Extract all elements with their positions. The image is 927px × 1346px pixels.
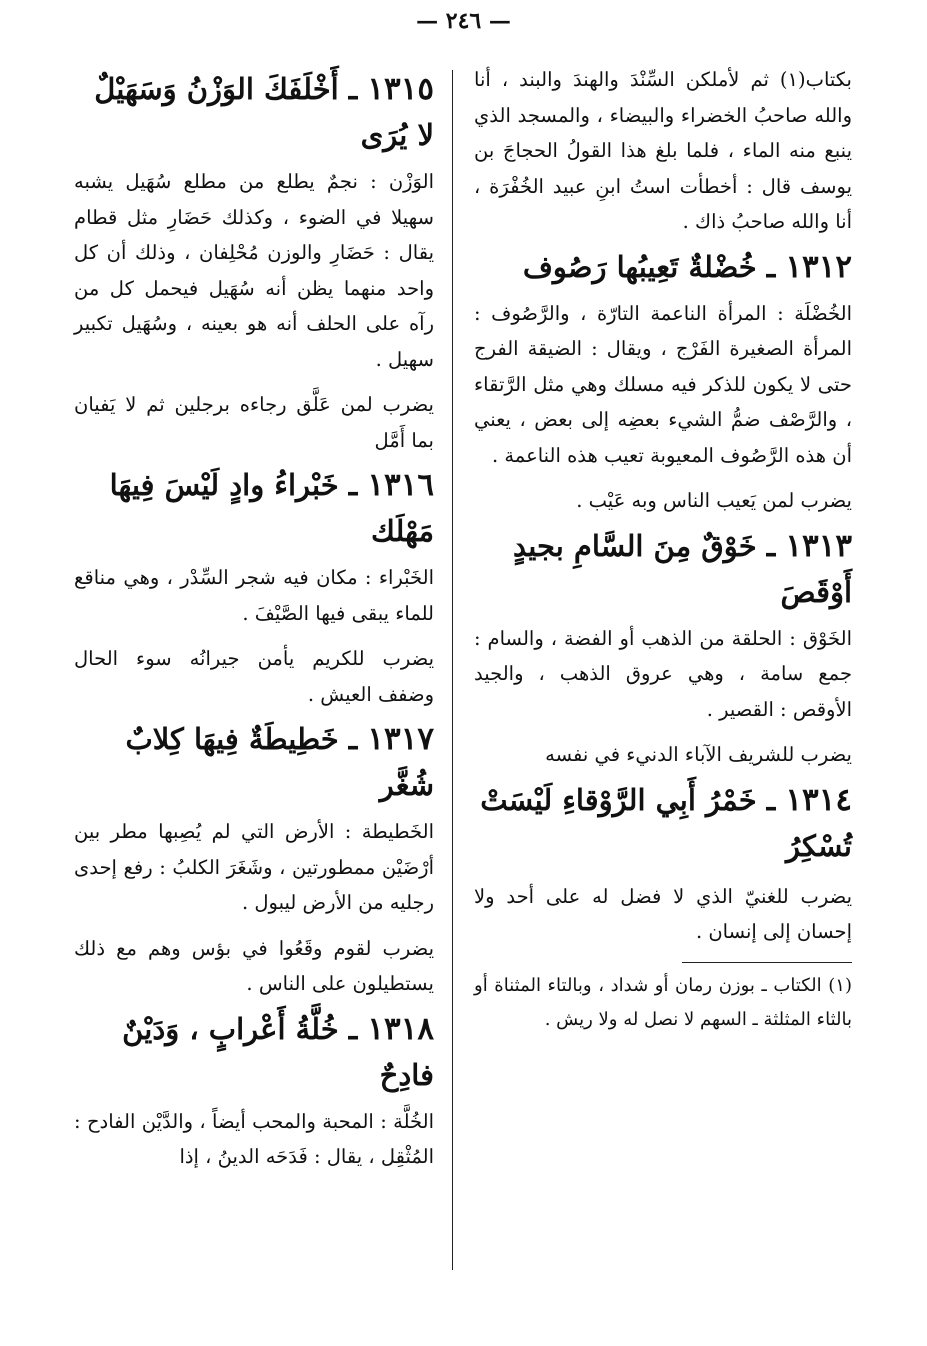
entry-title <box>474 777 852 869</box>
entry-number: ١٣١٣ <box>785 527 852 564</box>
entry-number: ١٣١٤ <box>785 781 852 818</box>
entry-explanation: الخُلَّة : المحبة والمحب أيضاً ، والدَّيْن الفادح : المُثْقِل ، يقال : فَدَحَه الدينُ ، إذا <box>74 1109 434 1168</box>
entry-separator: ـ <box>756 528 786 563</box>
entry-proverb: أَخْلَفَكَ الوَزْنُ وَسَهَيْلٌ لا يُرَى <box>94 72 434 152</box>
entry-title <box>474 244 852 290</box>
entry-proverb: خُضْلةٌ تَعِيبُها رَصُوف <box>522 249 757 284</box>
entry-explanation: الخَبْراء : مكان فيه شجر السِّدْر ، وهي مناقع للماء يبقى فيها الصَّيْفَ . <box>74 566 434 625</box>
entry-title <box>74 1006 434 1098</box>
entry-explanation: الخُضْلَة : المرأة الناعمة التارّة ، والرَّصُوف : المرأة الصغيرة الفَرْج ، ويقال : الضيقة الفرج حتى لا يكون للذكر فيه مسلك وهي مثل الرَّتقاء ، والرَّصْف ضمُّ الشيء بعضِه إلى بعض ، يعني أن هذه الرَّصُوف المعيوبة تعيب هذه الناعمة . <box>474 301 852 467</box>
left-column <box>74 62 434 1175</box>
usage-note: يضرب لمن عَلَّق رجاءه برجلين ثم لا يَفيان بما أَمَّل <box>74 393 434 452</box>
entry-explanation: الوَزْن : نجمٌ يطلع من مطلع سُهَيل يشبه سهيلا في الضوء ، وكذلك حَضَارِ مثل قطام يقال : حَضَارِ والوزن مُحْلِفان ، وذلك أن كل واحد منهما يظن أنه سُهَيل فيحمل كل من رآه على الحلف أنه هو بعينه ، وسُهَيل تكبير سهيل . <box>74 170 434 371</box>
usage-note: يضرب لقوم وقَعُوا في بؤس وهم مع ذلك يستطيلون على الناس . <box>74 936 434 995</box>
entry-title <box>74 66 434 158</box>
entry-separator: ـ <box>338 722 368 756</box>
entry-proverb: خَوْقٌ مِنَ السَّامِ بجيدٍ أَوْقَصَ <box>513 528 852 609</box>
right-column <box>474 62 852 1037</box>
entry-number: ١٣١٨ <box>367 1010 434 1047</box>
entry-number: ١٣١٢ <box>785 248 852 285</box>
entry-explanation: الخَوْق : الحلقة من الذهب أو الفضة ، والسام : جمع سامة ، وهي عروق الذهب ، والجيد الأوقص : القصير . <box>474 626 852 721</box>
footnote: (١) الكتاب ـ بوزن رمان أو شداد ، وبالتاء المثناة أو بالثاء المثلثة ـ السهم لا نصل له ولا ريش . <box>474 974 852 1030</box>
entry-title <box>474 523 852 615</box>
column-divider <box>452 70 453 1270</box>
entry-separator: ـ <box>756 782 786 817</box>
entry-separator: ـ <box>338 1011 368 1046</box>
entry-explanation: الخَطيطة : الأرض التي لم يُصِبها مطر بين أرْضَيْن ممطورتين ، وشَغَرَ الكلبُ : رفع إحدى رجليه من الأرض ليبول . <box>74 820 434 914</box>
usage-note: يضرب للكريم يأمن جيرانُه سوء الحال وضفف العيش . <box>74 647 434 706</box>
entry-separator: ـ <box>756 249 786 284</box>
entry-separator: ـ <box>338 72 368 106</box>
entry-proverb: خَمْرُ أَبِي الرَّوْقاءِ لَيْسَتْ تُسْكِرُ <box>480 782 852 863</box>
entry-proverb: خَطِيطَةٌ فِيهَا كِلابٌ شُغَّر <box>125 722 434 802</box>
entry-separator: ـ <box>338 468 368 502</box>
usage-note: يضرب للشريف الآباء الدنيء في نفسه <box>545 743 852 766</box>
entry-title <box>74 716 434 808</box>
usage-note: يضرب لمن يَعيب الناس وبه عَيْب . <box>576 489 852 512</box>
entry-proverb: خُلَّةُ أَعْرابٍ ، وَدَيْنٌ فادِحٌ <box>122 1011 434 1092</box>
page-number: — ٢٤٦ — <box>416 8 511 34</box>
entry-number: ١٣١٥ <box>367 71 434 107</box>
entry-proverb: خَبْراءُ وادٍ لَيْسَ فِيهَا مَهْلَك <box>109 468 434 548</box>
entry-explanation: بكتاب(١) ثم لأملكن السِّنْدَ والهندَ والبند ، أنا والله صاحبُ الخضراء والبيضاء ، والمسجد الذي ينبع منه الماء ، فلما بلغ هذا القولُ الحجاجَ بن يوسف قال : أخطأت استُ ابنِ عبيد الخُفْرَة ، أنا والله صاحبُ ذاك . <box>474 68 852 233</box>
entry-number: ١٣١٦ <box>367 467 434 503</box>
usage-note: يضرب للغنيّ الذي لا فضل له على أحد ولا إحسان إلى إنسان . <box>474 884 852 943</box>
entry-title <box>74 462 434 554</box>
entry-number: ١٣١٧ <box>367 721 434 757</box>
footnote-rule <box>682 962 852 963</box>
